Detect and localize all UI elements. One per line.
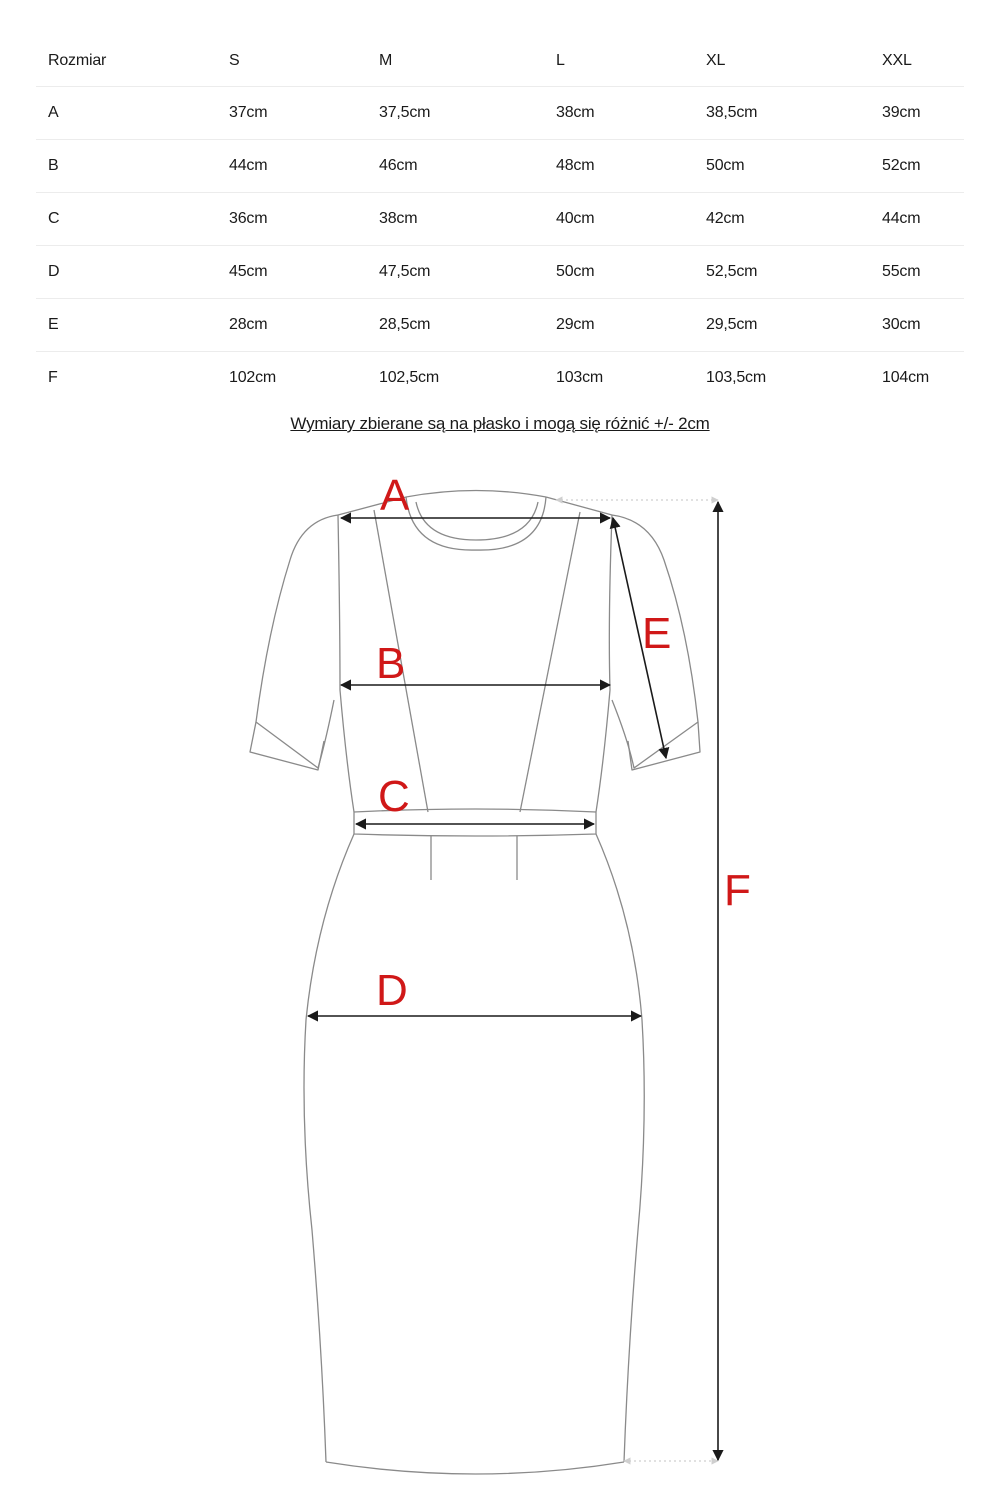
table-cell: E xyxy=(48,316,59,333)
table-cell: B xyxy=(48,157,59,174)
header-cell: L xyxy=(556,51,565,69)
table-cell: 48cm xyxy=(556,157,595,174)
table-cell: 52cm xyxy=(882,157,921,174)
header-cell: XL xyxy=(706,51,726,69)
table-cell: 38cm xyxy=(556,104,595,121)
header-cell: Rozmiar xyxy=(48,51,107,69)
table-cell: 37cm xyxy=(229,104,268,121)
table-cell: 44cm xyxy=(882,210,921,227)
table-cell: 39cm xyxy=(882,104,921,121)
label-c: C xyxy=(378,772,410,821)
table-cell: 44cm xyxy=(229,157,268,174)
skirt-left-side xyxy=(304,834,354,1462)
table-cell: 42cm xyxy=(706,210,745,227)
header-cell: S xyxy=(229,51,240,69)
table-cell: 28,5cm xyxy=(379,316,431,333)
table-cell: 45cm xyxy=(229,263,268,280)
bodice-left-side xyxy=(338,515,354,812)
table-cell: 30cm xyxy=(882,316,921,333)
header-cell: M xyxy=(379,51,393,69)
dress-outline xyxy=(250,491,700,1475)
table-cell: 28cm xyxy=(229,316,268,333)
table-cell: F xyxy=(48,369,58,386)
skirt-right-side xyxy=(596,834,644,1462)
measurement-labels xyxy=(376,471,751,1015)
label-f: F xyxy=(724,866,751,915)
table-cell: 29,5cm xyxy=(706,316,758,333)
table-cell: 104cm xyxy=(882,369,930,386)
bodice-seam-right xyxy=(520,512,580,812)
table-cell: 47,5cm xyxy=(379,263,431,280)
table-cell: A xyxy=(48,104,59,121)
measurement-note: Wymiary zbierane są na płasko i mogą się różnić +/- 2cm xyxy=(290,414,710,433)
label-e: E xyxy=(642,609,672,658)
label-b: B xyxy=(376,639,406,688)
left-cuff xyxy=(250,722,324,770)
table-cell: 55cm xyxy=(882,263,921,280)
table-cell: 103,5cm xyxy=(706,369,766,386)
table-cell: 103cm xyxy=(556,369,604,386)
table-cell: 36cm xyxy=(229,210,268,227)
table-cell: 38cm xyxy=(379,210,418,227)
table-cell: 50cm xyxy=(706,157,745,174)
bodice-right-side xyxy=(596,515,612,812)
table-cell: 38,5cm xyxy=(706,104,758,121)
neck-band-inner xyxy=(416,502,538,540)
left-sleeve xyxy=(256,515,338,768)
table-cell: C xyxy=(48,210,60,227)
table-cell: 102cm xyxy=(229,369,277,386)
label-d: D xyxy=(376,966,408,1015)
table-cell: 40cm xyxy=(556,210,595,227)
label-a: A xyxy=(380,471,410,520)
table-cell: 52,5cm xyxy=(706,263,758,280)
table-cell: 50cm xyxy=(556,263,595,280)
skirt-hem xyxy=(326,1462,624,1474)
table-cell: D xyxy=(48,263,60,280)
table-cell: 46cm xyxy=(379,157,418,174)
table-cell: 37,5cm xyxy=(379,104,431,121)
neckline xyxy=(406,491,546,498)
table-cell: 102,5cm xyxy=(379,369,439,386)
header-cell: XXL xyxy=(882,51,912,69)
table-cell: 29cm xyxy=(556,316,595,333)
